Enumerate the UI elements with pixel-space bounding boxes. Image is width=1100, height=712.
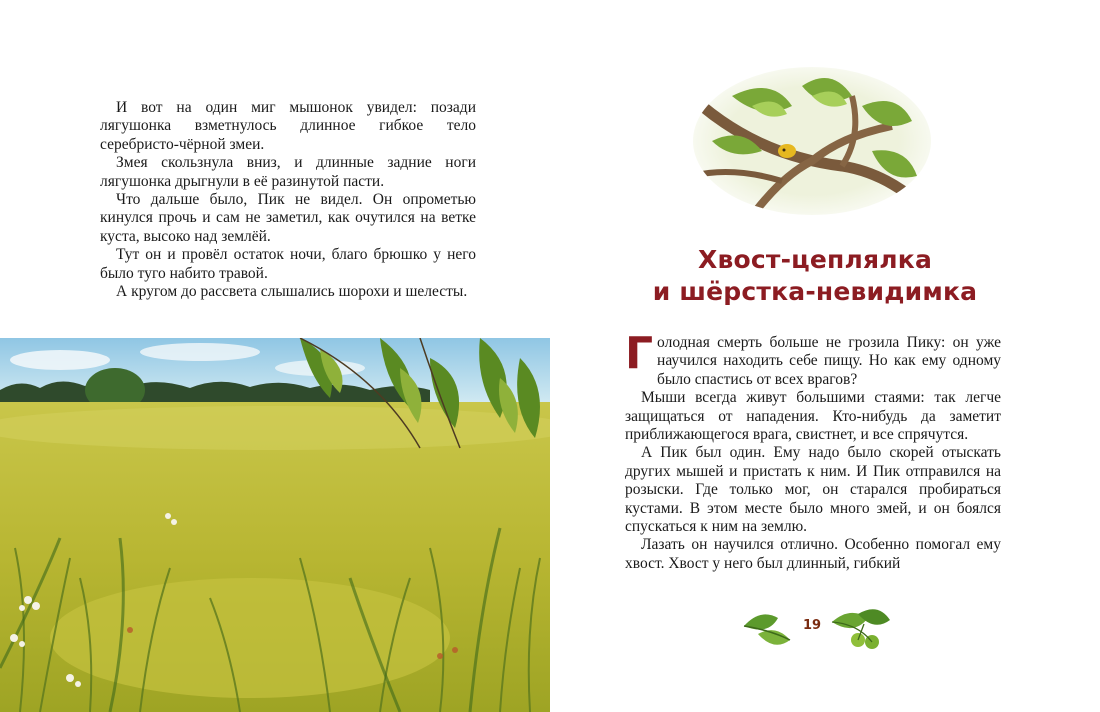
right-text-block (625, 328, 1001, 573)
paragraph-text: олодная смерть больше не грозила Пику: он уже научился находить себе пищу. Но как ему одному было спастись от всех врагов? (657, 334, 1001, 388)
drop-cap: Г (625, 328, 654, 379)
page-number: 19 (802, 618, 822, 633)
meadow-illustration (0, 338, 550, 712)
paragraph: Змея скользнула вниз, и длинные задние ноги лягушонка дрыгнули в её разинутой пасти. (100, 154, 476, 190)
chapter-title (610, 244, 1020, 308)
paragraph: А кругом до рассвета слышались шорохи и шелесты. (116, 283, 468, 301)
leaf-ornament-icon (740, 606, 796, 652)
paragraph: А Пик был один. Ему надо было скорей отыскать других мышей и пристать к ним. И Пик отправился на розыски. Где только мог, он старался пробираться кустами. В этом месте было много змей, и он боялся спускаться к ним на землю. (625, 444, 1001, 536)
chapter-title-line-1: Хвост-цеплялка (697, 245, 933, 274)
paragraph: Мыши всегда живут большими стаями: так легче защищаться от нападения. Кто-нибудь да заметит приближающегося врага, свистнет, и все спрячутся. (625, 389, 1001, 444)
beetle-icon (778, 144, 796, 158)
branch-with-beetle-illustration (692, 66, 932, 216)
paragraph (625, 328, 1001, 389)
chapter-title-line-2: и шёрстка-невидимка (652, 277, 978, 306)
left-text-block (100, 99, 476, 301)
paragraph: Тут он и провёл остаток ночи, благо брюшко у него было туго набито травой. (100, 246, 476, 282)
paragraph: Лазать он научился отлично. Особенно помогал ему хвост. Хвост у него был длинный, гибкий (625, 536, 1001, 572)
leaf-with-berries-icon (828, 604, 894, 654)
paragraph: И вот на один миг мышонок увидел: позади лягушонка взметнулось длинное гибкое тело серебристо-чёрной змеи. (100, 99, 476, 153)
paragraph: Что дальше было, Пик не видел. Он опрометью кинулся прочь и сам не заметил, как очутился на ветке куста, высоко над землёй. (100, 191, 476, 245)
